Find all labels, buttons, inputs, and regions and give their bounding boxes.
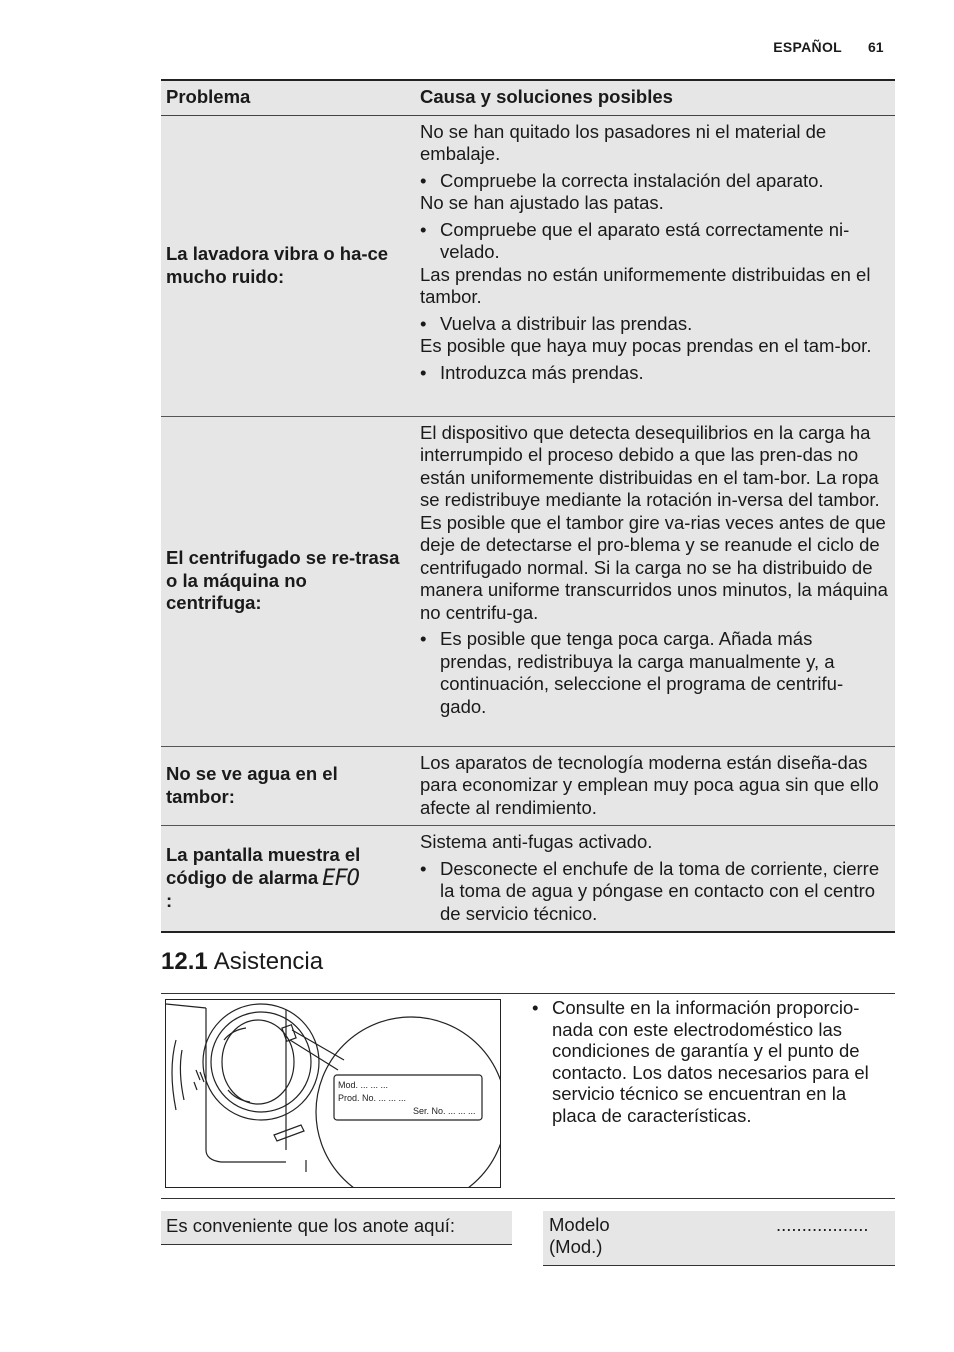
cause-text: Las prendas no están uniformemente distribuidas en el tambor. <box>420 263 871 307</box>
cause-text: No se han quitado los pasadores ni el material de embalaje. <box>420 120 827 164</box>
table-header-row <box>161 80 895 115</box>
cause-text: Los aparatos de tecnología moderna están diseña-das para economizar y emplean muy poca agua sin que ello afecte al rendimiento. <box>420 751 879 818</box>
plate-prod-text: Prod. No. ... ... ... <box>338 1093 407 1103</box>
solution-bullet: • Compruebe la correcta instalación del aparato. <box>420 170 889 193</box>
note-box <box>161 1211 512 1245</box>
section-number: 12.1 <box>161 948 208 975</box>
rating-plate-illustration <box>165 999 501 1188</box>
cause-cell <box>416 115 895 416</box>
cause-text: El dispositivo que detecta desequilibrios en la carga ha interrumpido el proceso debido a que las pren-das no están uniformemente distribuidas en el tam-bor. La ropa se redistribuye mediante la rotación in-versa del tambor. Es posible que el tambor gire va-rias veces antes de que deje de detectarse el pro-blema y se reanude el ciclo de centrifugado normal. Si la carga no se ha distribuido de manera uniforme transcurridos unos minutos, la máquina no centrifu-ga. <box>420 421 888 623</box>
table-row <box>161 115 895 416</box>
cause-cell <box>416 746 895 826</box>
model-label-line1: Modelo <box>549 1214 610 1235</box>
assistance-text <box>532 997 892 1126</box>
troubleshooting-table <box>161 79 895 933</box>
plate-mod-text: Mod. ... ... ... <box>338 1080 389 1090</box>
divider <box>161 1198 895 1199</box>
model-field-box <box>543 1211 895 1266</box>
solution-bullet: • Desconecte el enchufe de la toma de corriente, cierre la toma de agua y póngase en contacto con el centro de servicio técnico. <box>420 858 889 926</box>
section-title: Asistencia <box>213 948 324 975</box>
cause-text: Sistema anti-fugas activado. <box>420 831 653 852</box>
model-label <box>549 1214 610 1258</box>
problem-cell <box>161 826 416 933</box>
problem-cell: El centrifugado se re-trasa o la máquina no centrifuga: <box>161 416 416 746</box>
solution-bullet: • Compruebe que el aparato está correctamente ni-velado. <box>420 219 889 264</box>
page-number: 61 <box>868 39 884 55</box>
cause-cell <box>416 826 895 933</box>
cause-cell <box>416 416 895 746</box>
problem-colon: : <box>166 890 173 912</box>
washing-machine-drawing <box>166 1000 500 1187</box>
column-header-cause: Causa y soluciones posibles <box>416 80 895 115</box>
solution-bullet: • Es posible que tenga poca carga. Añada más prendas, redistribuya la carga manualmente y, a continuación, seleccione el programa de centrifu-gado. <box>420 628 889 718</box>
assistance-bullet: • Consulte en la información proporcio-nada con este electrodoméstico las condiciones de garantía y el punto de contacto. Los datos necesarios para el servicio técnico se encuentran en la placa de características. <box>532 997 892 1126</box>
model-value-blank: .................. <box>776 1214 869 1235</box>
problem-cell: No se ve agua en el tambor: <box>161 746 416 826</box>
cause-text: No se han ajustado las patas. <box>420 192 664 213</box>
problem-text: La pantalla muestra el código de alarma <box>166 844 361 888</box>
page-header-language: ESPAÑOL <box>773 39 842 55</box>
table-row <box>161 746 895 826</box>
note-text: Es conveniente que los anote aquí: <box>166 1215 456 1236</box>
table-row <box>161 826 895 933</box>
plate-ser-text: Ser. No. ... ... ... <box>413 1106 476 1116</box>
problem-cell: La lavadora vibra o ha-ce mucho ruido: <box>161 115 416 416</box>
model-label-line2: (Mod.) <box>549 1236 603 1257</box>
divider <box>161 993 895 994</box>
column-header-problem: Problema <box>161 80 416 115</box>
cause-text: Es posible que haya muy pocas prendas en el tam-bor. <box>420 335 872 356</box>
table-row <box>161 416 895 746</box>
section-heading <box>161 948 323 976</box>
solution-bullet: • Vuelva a distribuir las prendas. <box>420 313 889 336</box>
solution-bullet: • Introduzca más prendas. <box>420 362 889 385</box>
alarm-code-display: EFO <box>322 865 359 891</box>
